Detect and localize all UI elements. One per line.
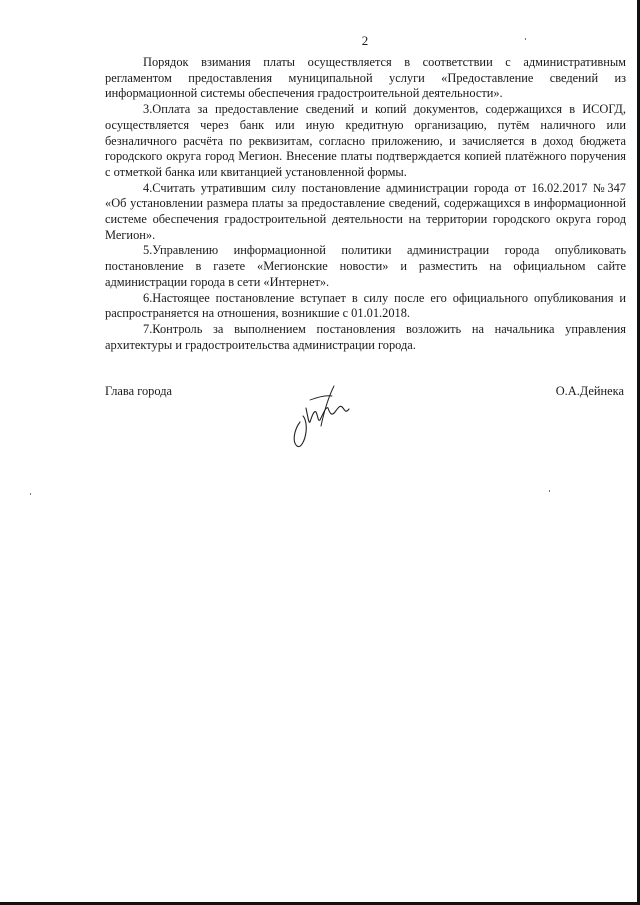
scan-speck (30, 493, 31, 495)
paragraph-5-publication: 5.Управлению информационной политики администрации города опубликовать постановление в газете «Мегионские новости» и разместить на официальном сайте администрации города в сети «Интернет». (105, 243, 626, 289)
paragraph-7-control: 7.Контроль за выполнением постановления возложить на начальника управления архитектуры и градостроительства администрации города. (105, 321, 626, 352)
handwritten-signature (288, 378, 358, 453)
document-body (105, 55, 626, 353)
paragraph-fee-procedure: Порядок взимания платы осуществляется в соответствии с административным регламентом предоставления муниципальной услуги «Предоставление сведений из информационной системы обеспечения градостроительной деятельности». (105, 55, 626, 101)
scan-speck (549, 490, 550, 492)
paragraph-4-repeal: 4.Считать утратившим силу постановление администрации города от 16.02.2017 №347 «Об установлении размера платы за предоставление сведений, содержащихся в информационной системе обеспечения градостроительной деятельности на территории городского округа город Мегион». (105, 180, 626, 242)
signatory-title: Глава города (105, 384, 173, 398)
signatory-name: О.А.Дейнека (555, 384, 624, 398)
scan-speck (525, 38, 526, 40)
paragraph-6-effective-date: 6.Настоящее постановление вступает в силу после его официального опубликования и распространяется на отношения, возникшие с 01.01.2018. (105, 290, 626, 321)
page-number: 2 (361, 33, 369, 48)
paragraph-3-payment: 3.Оплата за предоставление сведений и копий документов, содержащихся в ИСОГД, осуществляется через банк или иную кредитную организацию, путём наличного или безналичного расчёта по реквизитам, согласно приложению, и зачисляется в доход бюджета городского округа город Мегион. Внесение платы подтверждается копией платёжного поручения с отметкой банка или квитанцией установленной формы. (105, 102, 626, 179)
